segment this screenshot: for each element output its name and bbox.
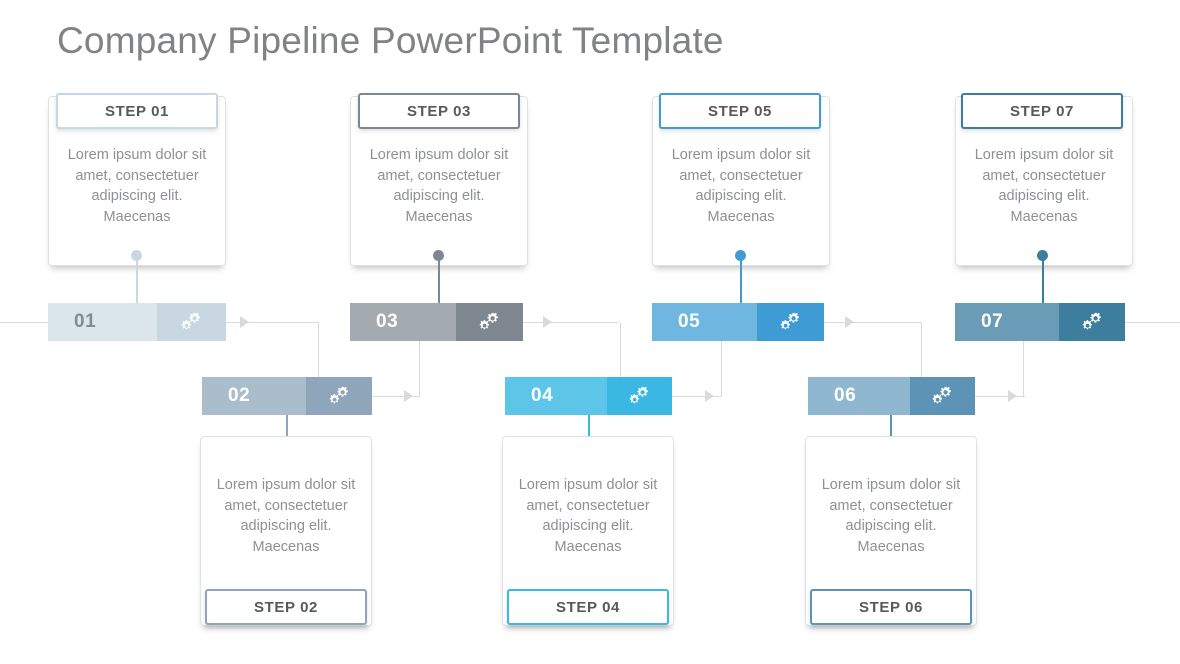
arrow-6 — [1008, 390, 1017, 402]
rail-segment-5 — [824, 322, 922, 323]
rail-segment-1b — [256, 322, 319, 323]
gears-icon — [910, 377, 975, 415]
step-label-03[interactable]: STEP 03 — [358, 93, 520, 129]
step-label-02[interactable]: STEP 02 — [205, 589, 367, 625]
bar-number-02: 02 — [228, 385, 251, 406]
node-dot-07 — [1037, 250, 1048, 261]
rail-segment-end — [1125, 322, 1180, 323]
gears-icon — [757, 303, 824, 341]
card-text-06: Lorem ipsum dolor sit amet, consectetuer adipiscing elit. Maecenas — [821, 477, 961, 555]
bar-step-06[interactable] — [808, 377, 975, 415]
bar-step-01[interactable] — [48, 303, 226, 341]
page-title: Company Pipeline PowerPoint Template — [57, 20, 724, 61]
gears-icon — [157, 303, 226, 341]
gears-icon — [607, 377, 672, 415]
rail-segment-6 — [975, 396, 1025, 397]
rail-segment-1 — [221, 322, 256, 323]
bar-step-07[interactable] — [955, 303, 1125, 341]
stem-05 — [740, 258, 742, 306]
rail-segment-3 — [523, 322, 618, 323]
node-dot-01 — [131, 250, 142, 261]
bar-number-01: 01 — [74, 311, 97, 332]
bar-step-02[interactable] — [202, 377, 372, 415]
step-label-07[interactable]: STEP 07 — [961, 93, 1123, 129]
stem-07 — [1042, 258, 1044, 306]
bar-number-03: 03 — [376, 311, 399, 332]
bar-number-05: 05 — [678, 311, 701, 332]
card-text-02: Lorem ipsum dolor sit amet, consectetuer adipiscing elit. Maecenas — [216, 477, 356, 555]
card-text-01: Lorem ipsum dolor sit amet, consectetuer adipiscing elit. Maecenas — [67, 147, 207, 225]
stem-01 — [136, 258, 138, 306]
bar-step-03[interactable] — [350, 303, 523, 341]
node-dot-05 — [735, 250, 746, 261]
step-label-05[interactable]: STEP 05 — [659, 93, 821, 129]
arrow-2 — [404, 390, 413, 402]
card-text-03: Lorem ipsum dolor sit amet, consectetuer adipiscing elit. Maecenas — [369, 147, 509, 225]
gears-icon — [456, 303, 523, 341]
arrow-4 — [705, 390, 714, 402]
gears-icon — [1059, 303, 1125, 341]
gears-icon — [306, 377, 372, 415]
bar-step-05[interactable] — [652, 303, 824, 341]
step-label-01[interactable]: STEP 01 — [56, 93, 218, 129]
card-text-04: Lorem ipsum dolor sit amet, consectetuer adipiscing elit. Maecenas — [518, 477, 658, 555]
bar-step-04[interactable] — [505, 377, 672, 415]
bar-number-04: 04 — [531, 385, 554, 406]
bar-number-06: 06 — [834, 385, 857, 406]
rail-segment-4 — [672, 396, 722, 397]
card-text-07: Lorem ipsum dolor sit amet, consectetuer adipiscing elit. Maecenas — [974, 147, 1114, 225]
arrow-5 — [845, 316, 854, 328]
bar-number-07: 07 — [981, 311, 1004, 332]
stem-03 — [438, 258, 440, 306]
step-label-06[interactable]: STEP 06 — [810, 589, 972, 625]
step-label-04[interactable]: STEP 04 — [507, 589, 669, 625]
node-dot-03 — [433, 250, 444, 261]
arrow-3 — [543, 316, 552, 328]
arrow-1 — [240, 316, 249, 328]
card-text-05: Lorem ipsum dolor sit amet, consectetuer adipiscing elit. Maecenas — [671, 147, 811, 225]
